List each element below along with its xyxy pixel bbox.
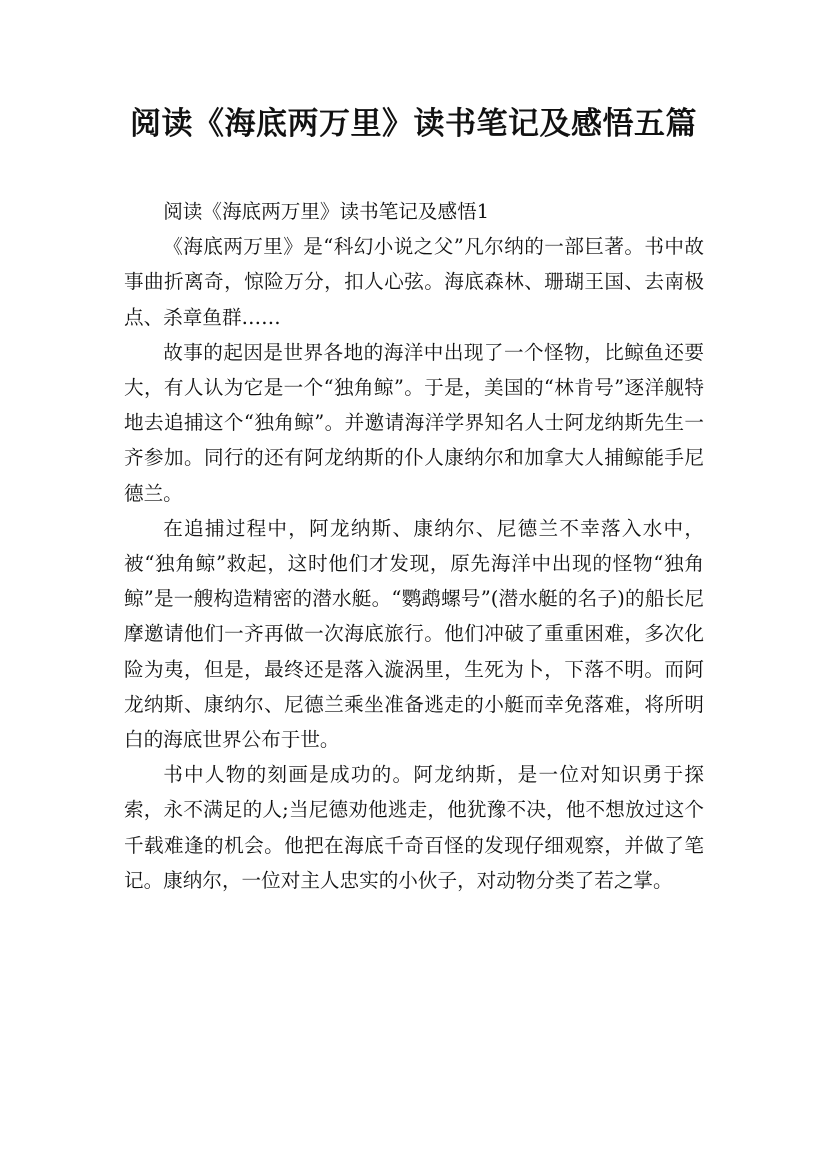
document-title: 阅读《海底两万里》读书笔记及感悟五篇 [130, 106, 697, 142]
document-body [124, 194, 704, 898]
section-heading: 阅读《海底两万里》读书笔记及感悟1 [163, 200, 490, 223]
paragraph: 故事的起因是世界各地的海洋中出现了一个怪物，比鲸鱼还要大，有人认为它是一个“独角鲸”。于是，美国的“林肯号”逐洋舰特地去追捕这个“独角鲸”。并邀请海洋学界知名人士阿龙纳斯先生一齐参加。同行的还有阿龙纳斯的仆人康纳尔和加拿大人捕鲸能手尼德兰。 [124, 340, 704, 505]
paragraph: 《海底两万里》是“科幻小说之父”凡尔纳的一部巨著。书中故事曲折离奇，惊险万分，扣人心弦。海底森林、珊瑚王国、去南极点、杀章鱼群…… [124, 235, 704, 329]
paragraph: 书中人物的刻画是成功的。阿龙纳斯，是一位对知识勇于探索，永不满足的人;当尼德劝他逃走，他犹豫不决，他不想放过这个千载难逢的机会。他把在海底千奇百怪的发现仔细观察，并做了笔记。康纳尔，一位对主人忠实的小伙子，对动物分类了若之掌。 [124, 763, 704, 892]
paragraph: 在追捕过程中，阿龙纳斯、康纳尔、尼德兰不幸落入水中，被“独角鲸”救起，这时他们才发现，原先海洋中出现的怪物“独角鲸”是一艘构造精密的潜水艇。“鹦鹉螺号”(潜水艇的名子)的船长尼摩邀请他们一齐再做一次海底旅行。他们冲破了重重困难，多次化险为夷，但是，最终还是落入漩涡里，生死为卜，下落不明。而阿龙纳斯、康纳尔、尼德兰乘坐准备逃走的小艇而幸免落难，将所明白的海底世界公布于世。 [124, 516, 704, 752]
